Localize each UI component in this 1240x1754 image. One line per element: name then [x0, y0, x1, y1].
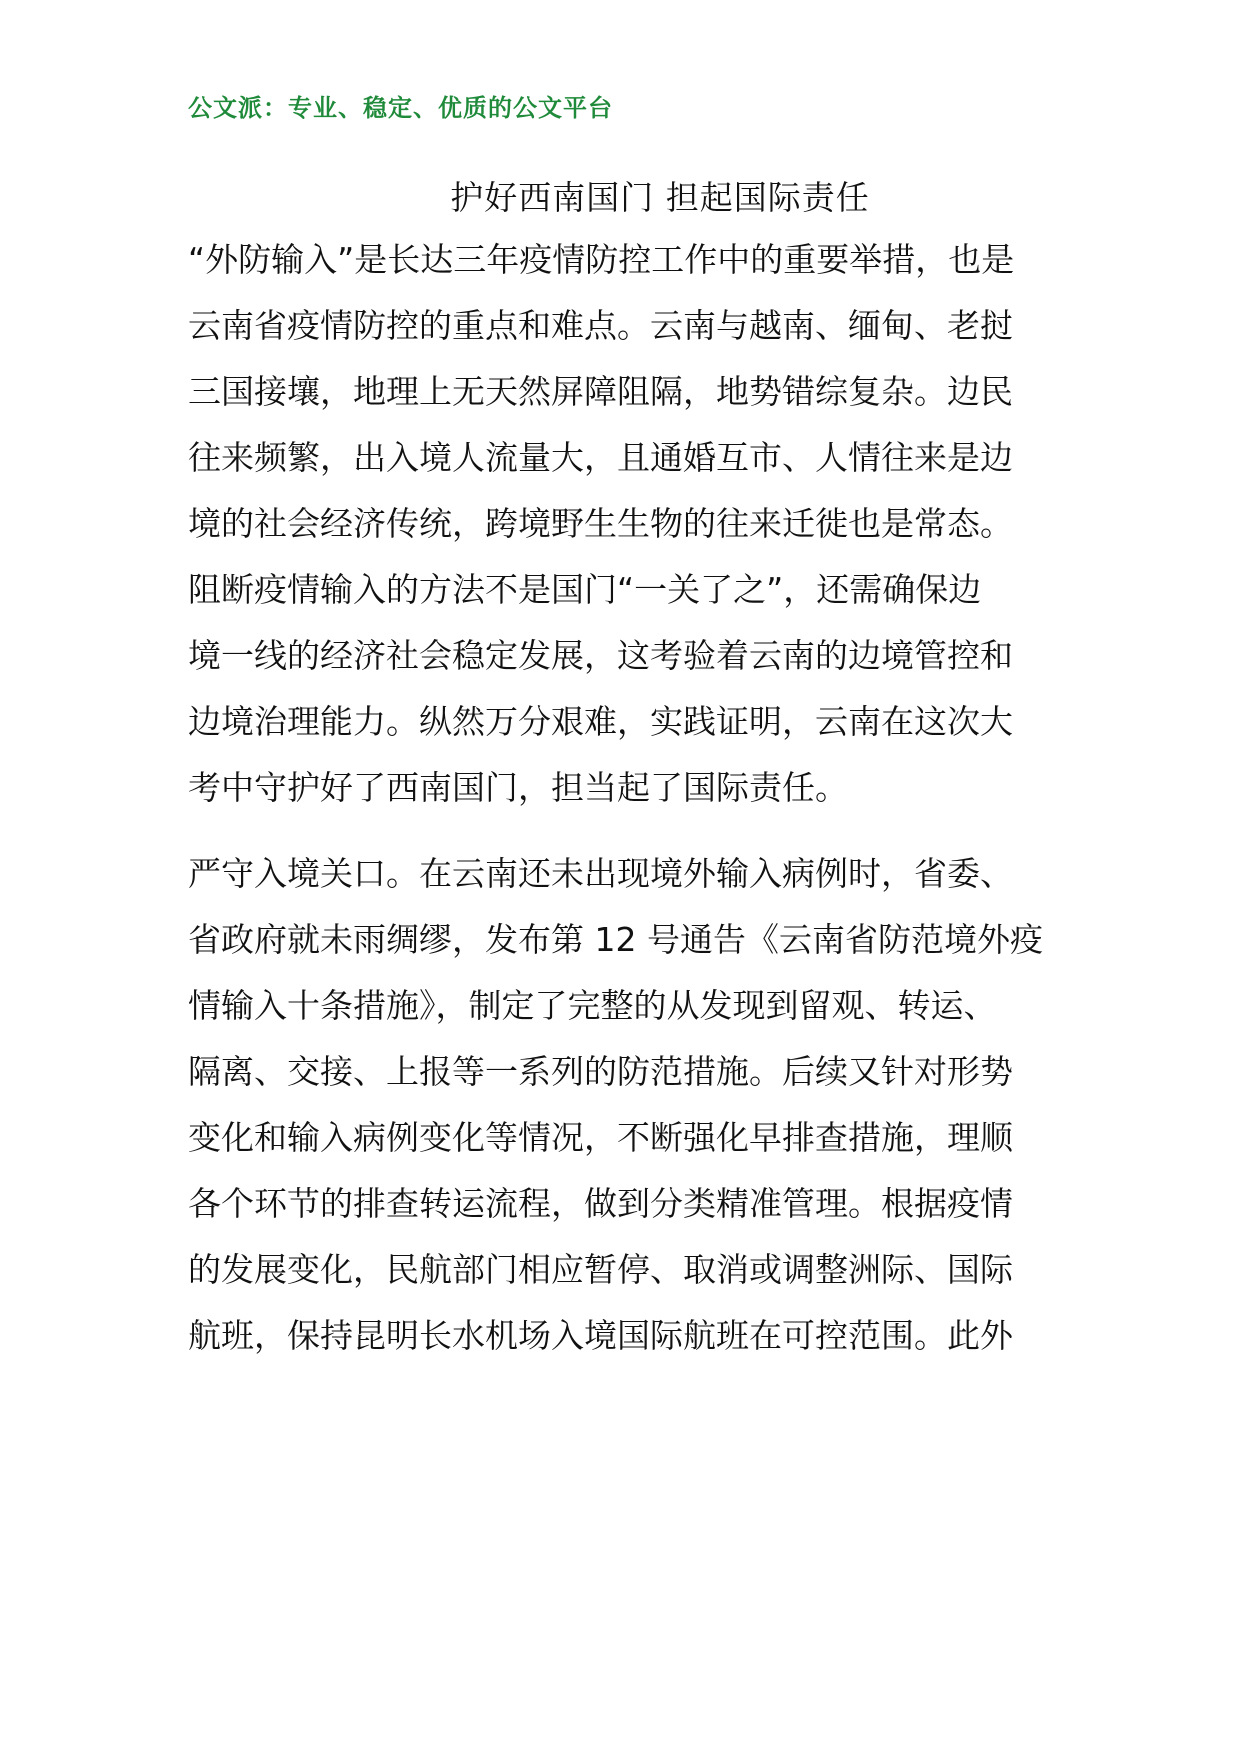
paragraph-line: 严守入境关口。在云南还未出现境外输入病例时，省委、 [188, 854, 1013, 893]
paragraph-line: “外防输入”是长达三年疫情防控工作中的重要举措，也是 [188, 240, 1015, 279]
paragraph-line: 境的社会经济传统，跨境野生生物的往来迁徙也是常态。 [188, 504, 1013, 543]
paragraph-line: 阻断疫情输入的方法不是国门“一关了之”，还需确保边 [188, 570, 982, 609]
paragraph-line: 考中守护好了西南国门，担当起了国际责任。 [188, 768, 848, 807]
paragraph-line: 边境治理能力。纵然万分艰难，实践证明，云南在这次大 [188, 702, 1013, 741]
paragraph-line: 境一线的经济社会稳定发展，这考验着云南的边境管控和 [188, 636, 1013, 675]
header-banner: 公文派：专业、稳定、优质的公文平台 [188, 94, 613, 122]
paragraph-line: 往来频繁，出入境人流量大，且通婚互市、人情往来是边 [188, 438, 1013, 477]
paragraph-line: 隔离、交接、上报等一系列的防范措施。后续又针对形势 [188, 1052, 1013, 1091]
paragraph-line: 的发展变化，民航部门相应暂停、取消或调整洲际、国际 [188, 1250, 1013, 1289]
paragraph-line: 各个环节的排查转运流程，做到分类精准管理。根据疫情 [188, 1184, 1013, 1223]
paragraph-line: 省政府就未雨绸缪，发布第 12 号通告《云南省防范境外疫 [188, 920, 1043, 959]
paragraph-line: 变化和输入病例变化等情况，不断强化早排查措施，理顺 [188, 1118, 1013, 1157]
paragraph-line: 航班，保持昆明长水机场入境国际航班在可控范围。此外 [188, 1316, 1013, 1355]
document-title: 护好西南国门 担起国际责任 [450, 178, 870, 217]
paragraph-line: 情输入十条措施》，制定了完整的从发现到留观、转运、 [188, 986, 997, 1025]
paragraph-line: 三国接壤，地理上无天然屏障阻隔，地势错综复杂。边民 [188, 372, 1013, 411]
paragraph-line: 云南省疫情防控的重点和难点。云南与越南、缅甸、老挝 [188, 306, 1013, 345]
